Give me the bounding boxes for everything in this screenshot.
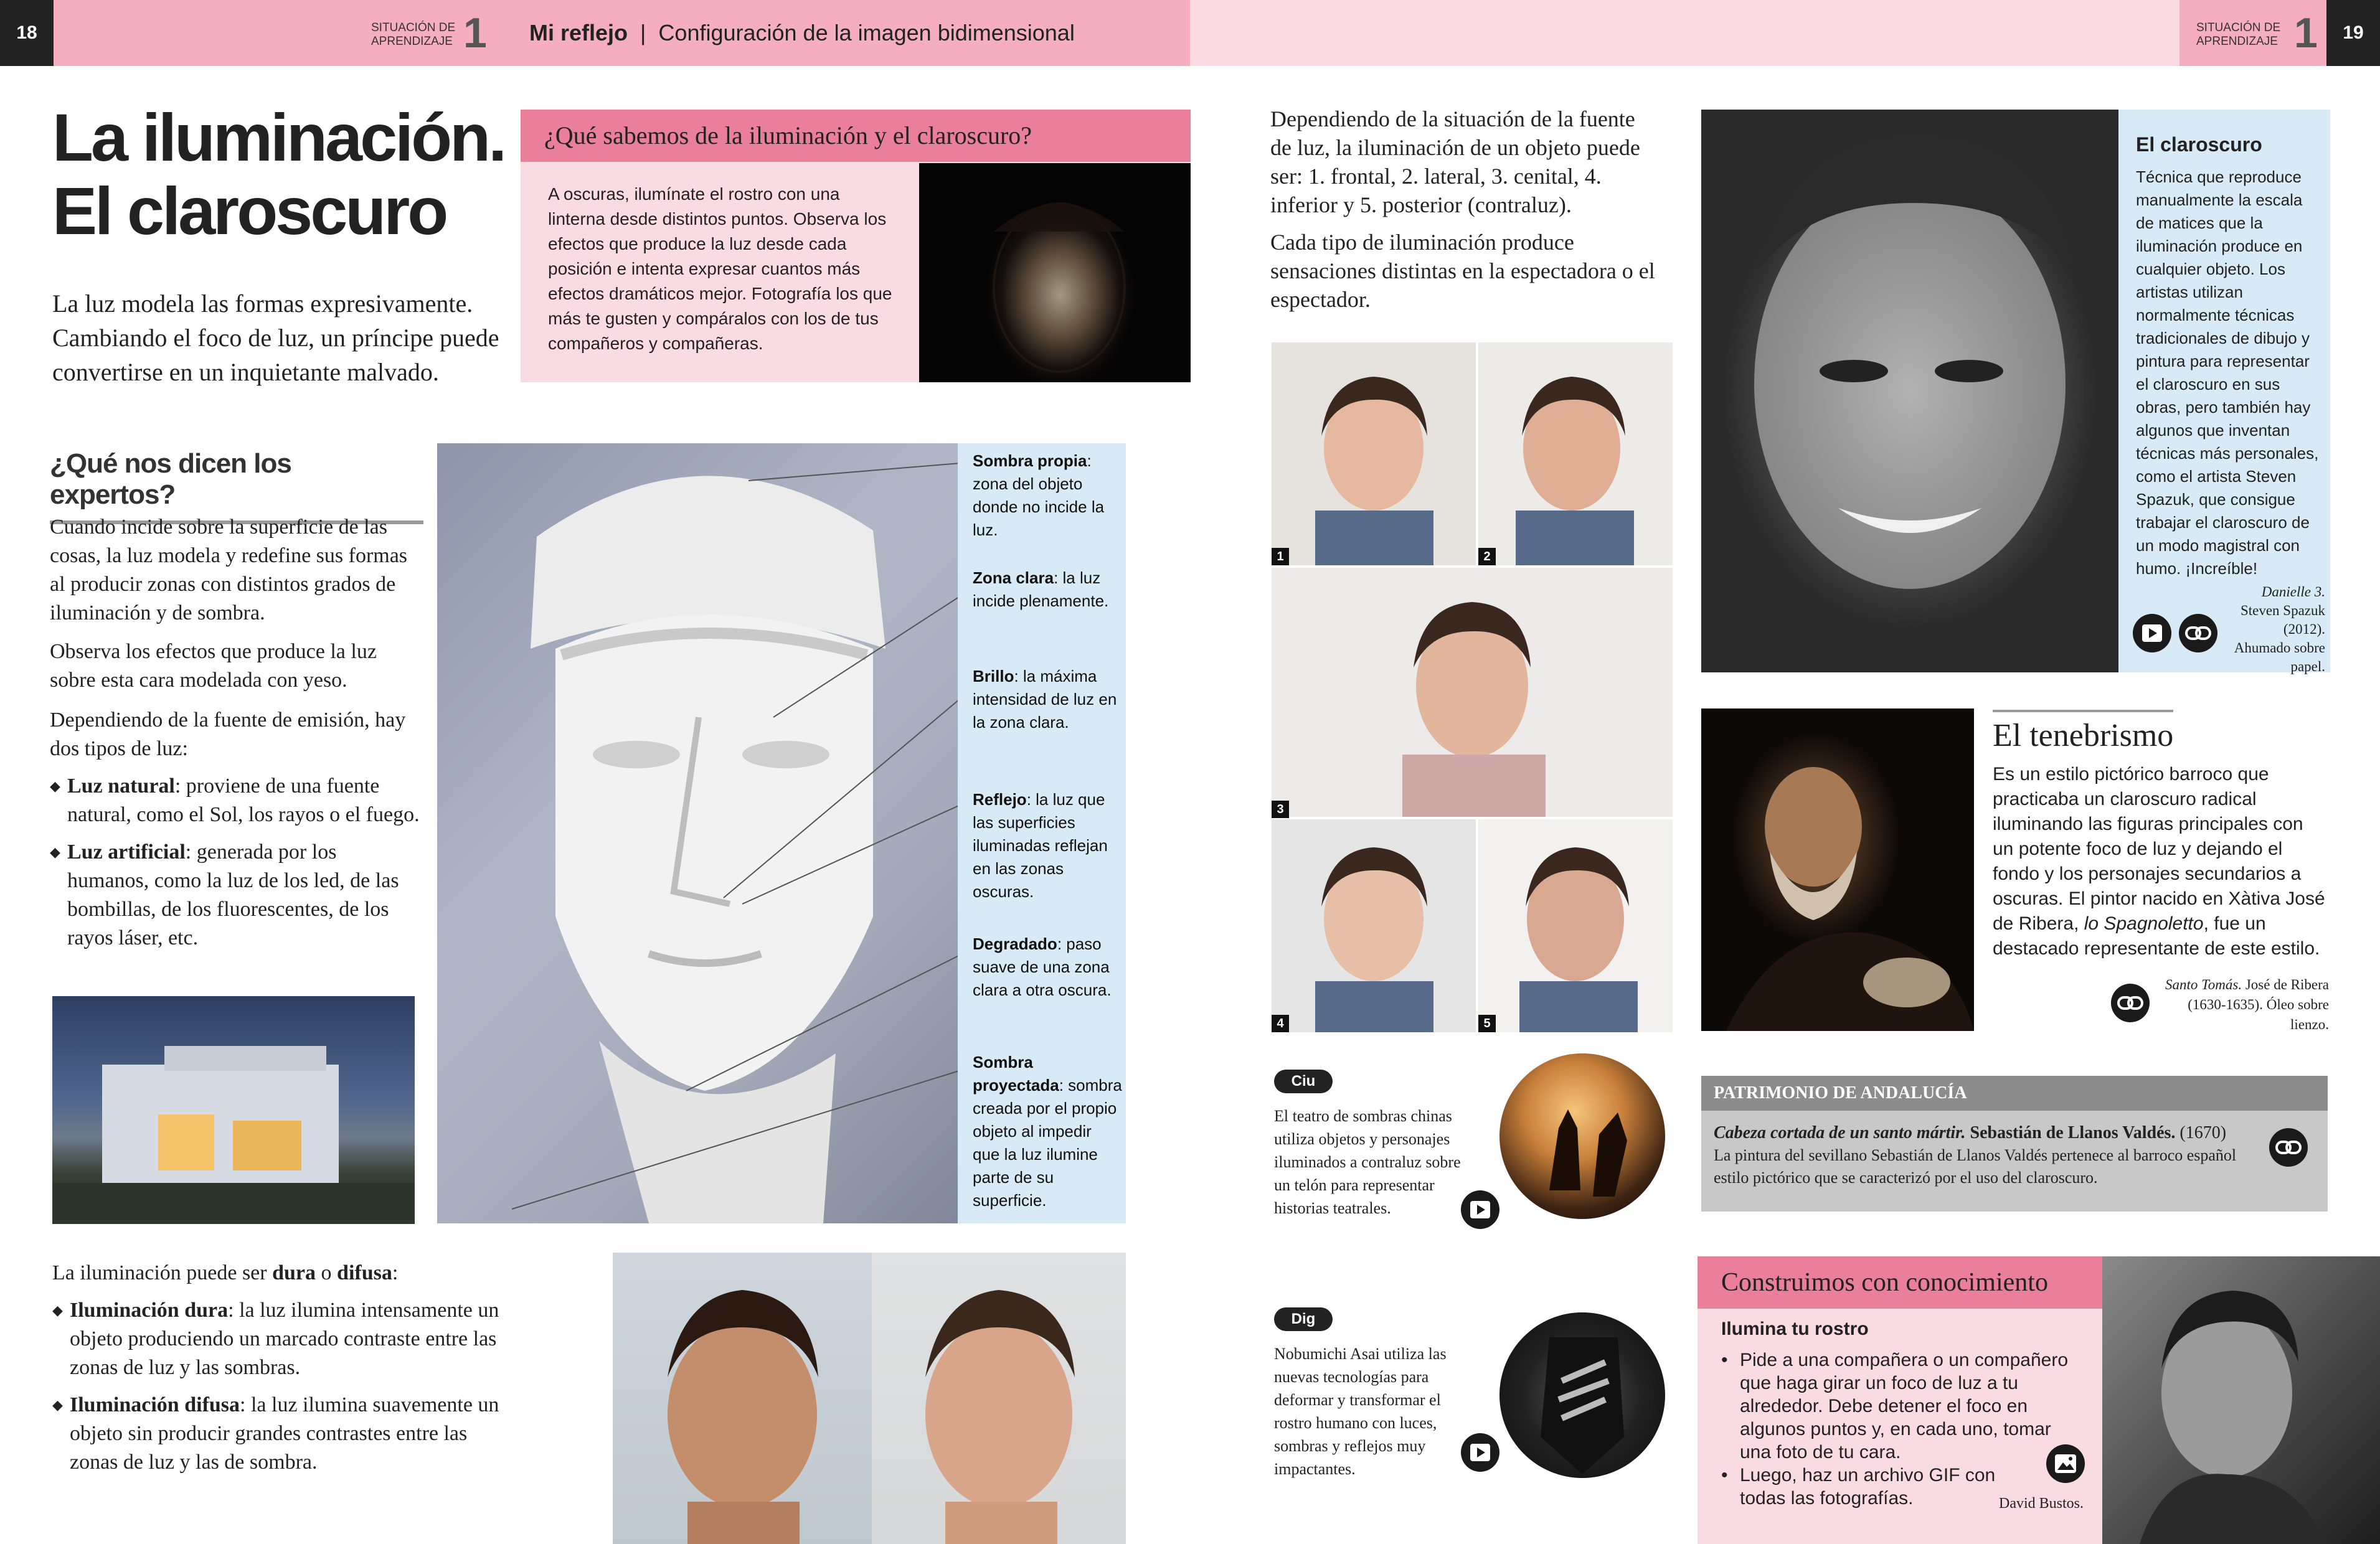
image-icon xyxy=(2053,1452,2078,1475)
soft-light-text: : la luz ilumina suavemente un objeto sin producir grandes contrastes entre las zonas de luz y las de sombra. xyxy=(70,1393,499,1474)
construimos-item-2: • Luego, haz un archivo GIF con todas las fotografías. xyxy=(1721,1464,2020,1510)
link-icon xyxy=(2184,624,2212,642)
label-text: : la luz que las superficies iluminadas reflejan en las zonas oscuras. xyxy=(973,790,1108,901)
artificial-light-item xyxy=(50,838,423,953)
patrimonio-text xyxy=(1714,1122,2249,1189)
girl-sketch-5 xyxy=(1478,819,1673,1032)
construimos-caption: David Bustos. xyxy=(1998,1495,2084,1512)
dig-text: Nobumichi Asai utiliza las nuevas tecnologías para deformar y transformar el rostro humano con luces, sombras y reflejos muy impactantes. xyxy=(1274,1345,1447,1478)
dig-badge: Dig xyxy=(1274,1307,1333,1331)
patrimonio-work-year: (1670) xyxy=(2175,1123,2227,1142)
colon: : xyxy=(392,1261,399,1284)
what-we-know-heading: ¿Qué sabemos de la iluminación y el claroscuro? xyxy=(521,110,1191,162)
face-projection-image xyxy=(1499,1312,1665,1478)
hard-light-item xyxy=(52,1296,501,1382)
artificial-light-text: : generada por los humanos, como la luz de los led, de las bombillas, de los fluorescentes, de los rayos láser, etc. xyxy=(67,840,399,949)
ciu-badge: Ciu xyxy=(1274,1070,1333,1093)
what-we-know-body: A oscuras, ilumínate el rostro con una linterna desde distintos puntos. Observa los efectos que produce la luz desde cada posición e intenta expresar cuantos más efectos dramáticos mejor. Fotografía los que más te gusten y compáralos con los de tus compañeros y compañeras. xyxy=(548,184,892,353)
or-word: o xyxy=(316,1261,338,1284)
patrimonio-link-button[interactable] xyxy=(2269,1128,2308,1167)
situation-label-line1-right: SITUACIÓN DE xyxy=(2196,21,2281,34)
label-zona-clara xyxy=(973,567,1122,613)
construimos-image-button[interactable] xyxy=(2046,1444,2085,1483)
experts-p2: Observa los efectos que produce la luz sobre esta cara modelada con yeso. xyxy=(50,640,377,692)
boy-hard-sketch xyxy=(613,1253,872,1544)
label-brillo xyxy=(973,665,1122,734)
unit-title-block xyxy=(529,20,1075,46)
patrimonio-work-author: Sebastián de Llanos Valdés. xyxy=(1965,1123,2176,1142)
right-intro-p2: Cada tipo de iluminación produce sensaciones distintas en la espectadora o el espectador. xyxy=(1270,230,1655,312)
house-sketch xyxy=(52,996,415,1224)
label-term: Sombra propia xyxy=(973,451,1087,470)
label-sombra-proyectada xyxy=(973,1051,1122,1212)
construimos-heading: Construimos con conocimiento xyxy=(1698,1256,2102,1309)
hard-soft-intro-pre: La iluminación puede ser xyxy=(52,1261,273,1284)
hard-soft-intro xyxy=(52,1259,501,1287)
label-sombra-propia xyxy=(973,450,1122,542)
page-title xyxy=(52,101,504,248)
tenebrismo-body-italic: lo Spagnoletto xyxy=(2084,913,2204,934)
tenebrismo-caption-title: Santo Tomás. xyxy=(2165,977,2242,992)
plaster-statue-photo xyxy=(437,443,975,1223)
girl-photo-lateral xyxy=(1478,342,1673,565)
label-term: Degradado xyxy=(973,934,1057,953)
right-intro-p1: Dependiendo de la situación de la fuente de luz, la iluminación de un objeto puede ser: 1. frontal, 2. lateral, 3. cenital, 4. inferior y 5. posterior (contraluz). xyxy=(1270,106,1640,217)
patrimonio-heading: PATRIMONIO DE ANDALUCÍA xyxy=(1701,1076,2328,1111)
artificial-light-term: Luz artificial xyxy=(67,840,186,864)
play-icon xyxy=(1468,1197,1493,1222)
girl-sketch-3 xyxy=(1272,568,1673,817)
experts-heading: ¿Qué nos dicen los expertos? xyxy=(50,448,423,524)
tenebrismo-caption-rest: José de Ribera (1630-1635). Óleo sobre lienzo. xyxy=(2188,977,2329,1032)
patrimonio-box xyxy=(1701,1076,2328,1212)
label-text: : la luz incide plenamente. xyxy=(973,568,1109,610)
natural-light-text: : proviene de una fuente natural, como el Sol, los rayos o el fuego. xyxy=(67,774,420,826)
claroscuro-play-button[interactable] xyxy=(2133,614,2171,652)
young-man-sketch xyxy=(2102,1256,2380,1544)
hard-light-text: : la luz ilumina intensamente un objeto produciendo un marcado contraste entre las zonas de luz y las sombras. xyxy=(70,1299,499,1379)
girl-sketch-4 xyxy=(1272,819,1476,1032)
label-degradado xyxy=(973,933,1122,1002)
label-text: : sombra creada por el propio objeto al impedir que la luz ilumine parte de su superficie. xyxy=(973,1076,1122,1210)
face-projection-sketch xyxy=(1499,1312,1665,1478)
boy-soft-light-photo xyxy=(872,1253,1126,1544)
page-title-line2: El claroscuro xyxy=(52,173,446,248)
natural-light-item xyxy=(50,772,423,829)
situation-label-line2: APRENDIZAJE xyxy=(371,35,453,48)
situation-label-line2-right: APRENDIZAJE xyxy=(2196,35,2278,48)
label-term: Reflejo xyxy=(973,790,1027,809)
claroscuro-box xyxy=(2118,110,2330,672)
construimos-box xyxy=(1698,1256,2102,1544)
situation-label-left xyxy=(371,21,455,49)
unit-title: Mi reflejo xyxy=(529,20,628,45)
label-term: Brillo xyxy=(973,667,1014,685)
hard-soft-text xyxy=(52,1259,501,1477)
label-text: : paso suave de una zona clara a otra oscura. xyxy=(973,934,1112,999)
situation-label-line1: SITUACIÓN DE xyxy=(371,21,456,34)
tenebrismo-caption xyxy=(2161,975,2329,1035)
page-number-right: 19 xyxy=(2326,0,2380,66)
claroscuro-heading: El claroscuro xyxy=(2136,133,2262,156)
patrimonio-work-title: Cabeza cortada de un santo mártir. xyxy=(1714,1123,1966,1142)
experts-p3: Dependiendo de la fuente de emisión, hay dos tipos de luz: xyxy=(50,708,406,760)
photo-number-1: 1 xyxy=(1272,548,1289,565)
tenebrismo-link-button[interactable] xyxy=(2111,984,2150,1022)
label-term: Zona clara xyxy=(973,568,1054,587)
claroscuro-caption xyxy=(2224,583,2325,676)
girl-photo-cenital xyxy=(1272,568,1673,817)
link-icon xyxy=(2275,1139,2302,1156)
smoke-portrait-photo xyxy=(1701,110,2118,672)
santo-tomas-sketch xyxy=(1701,708,1974,1031)
tenebrismo-body-pre: Es un estilo pictórico barroco que practicaba un claroscuro radical iluminando las figuras principales con un potente foco de luz y dejando el fondo y los personajes secundarios a oscuras. El pintor nacido en Xàtiva José de Ribera, xyxy=(1993,764,2325,934)
boy-face-sketch xyxy=(919,163,1191,382)
page-number-left: 18 xyxy=(0,0,54,66)
tenebrismo-body-post: , fue un destacado representante de este estilo. xyxy=(1993,913,2320,959)
right-intro-text xyxy=(1270,105,1656,314)
claroscuro-body: Técnica que reproduce manualmente la escala de matices que la iluminación produce en cualquier objeto. Los artistas utilizan normalmente técnicas tradicionales de dibujo y pintura para representar el claroscuro en sus obras, pero también hay algunos que inventan técnicas más personales, como el artista Steven Spazuk, que consigue trabajar el claroscuro de un modo magistral con humo. ¡Increíble! xyxy=(2136,167,2319,578)
situation-number-right: 1 xyxy=(2294,9,2318,57)
situation-label-right xyxy=(2196,21,2280,49)
play-icon xyxy=(2140,621,2165,646)
construimos-item-1: • Pide a una compañera o un compañero que haga girar un foco de luz a tu alrededor. Debe detener el foco en algunos puntos y, en cada uno, tomar una foto de tu cara. xyxy=(1721,1349,2082,1464)
label-text: : la máxima intensidad de luz en la zona clara. xyxy=(973,667,1117,732)
hard-light-term: Iluminación dura xyxy=(70,1299,229,1322)
soft-light-item xyxy=(52,1391,501,1477)
boy-hard-light-photo xyxy=(613,1253,872,1544)
experts-text xyxy=(50,513,423,953)
situation-number-left: 1 xyxy=(463,9,487,57)
soft-light-term: Iluminación difusa xyxy=(70,1393,240,1416)
house-photo xyxy=(52,996,415,1224)
label-term: Sombra proyectada xyxy=(973,1053,1059,1094)
shadow-theatre-image xyxy=(1499,1053,1665,1219)
difusa-term: difusa xyxy=(337,1261,392,1284)
unit-separator: | xyxy=(640,20,646,45)
smoke-portrait-sketch xyxy=(1701,110,2118,672)
girl-photo-inferior xyxy=(1272,819,1476,1032)
natural-light-term: Luz natural xyxy=(67,774,175,798)
dig-play-button[interactable] xyxy=(1461,1433,1499,1472)
patrimonio-work xyxy=(1714,1122,2249,1144)
unit-subtitle: Configuración de la imagen bidimensional xyxy=(658,20,1075,45)
claroscuro-caption-title: Danielle 3. xyxy=(2261,584,2325,600)
photo-number-4: 4 xyxy=(1272,1015,1289,1032)
photo-number-3: 3 xyxy=(1272,801,1289,818)
boy-flashlight-photo xyxy=(919,163,1191,382)
young-man-portrait xyxy=(2102,1256,2380,1544)
photo-number-5: 5 xyxy=(1478,1015,1496,1032)
girl-sketch-1 xyxy=(1272,342,1476,565)
label-text: : zona del objeto donde no incide la luz. xyxy=(973,451,1105,539)
label-reflejo xyxy=(973,788,1122,903)
girl-photo-frontal xyxy=(1272,342,1476,565)
ciu-play-button[interactable] xyxy=(1461,1190,1499,1229)
play-icon xyxy=(1468,1440,1493,1465)
dura-term: dura xyxy=(272,1261,316,1284)
construimos-list xyxy=(1721,1349,2082,1510)
construimos-subheading: Ilumina tu rostro xyxy=(1721,1319,1869,1339)
ciu-text: El teatro de sombras chinas utiliza objetos y personajes iluminados a contraluz sobre un telón para representar historias teatrales. xyxy=(1274,1107,1461,1217)
shadow-puppets-sketch xyxy=(1499,1053,1665,1219)
patrimonio-body: La pintura del sevillano Sebastián de Llanos Valdés pertenece al barroco español estilo pictórico que se caracterizó por el uso del claroscuro. xyxy=(1714,1146,2237,1187)
page-title-line1: La iluminación. xyxy=(52,100,505,175)
boy-soft-sketch xyxy=(872,1253,1126,1544)
claroscuro-caption-rest: Steven Spazuk (2012). Ahumado sobre papel. xyxy=(2234,603,2325,674)
tenebrismo-body xyxy=(1993,762,2329,961)
claroscuro-link-button[interactable] xyxy=(2179,614,2217,652)
girl-sketch-2 xyxy=(1478,342,1673,565)
statue-sketch xyxy=(437,443,975,1223)
intro-text: La luz modela las formas expresivamente. Cambiando el foco de luz, un príncipe puede convertirse en un inquietante malvado. xyxy=(52,290,499,386)
link-icon xyxy=(2117,994,2144,1012)
tenebrismo-heading: El tenebrismo xyxy=(1993,710,2173,759)
experts-p1: Cuando incide sobre la superficie de las cosas, la luz modela y redefine sus formas al producir zonas con distintos grados de iluminación y de sombra. xyxy=(50,515,408,624)
santo-tomas-painting xyxy=(1701,708,1974,1031)
girl-photo-posterior xyxy=(1478,819,1673,1032)
photo-number-2: 2 xyxy=(1478,548,1496,565)
